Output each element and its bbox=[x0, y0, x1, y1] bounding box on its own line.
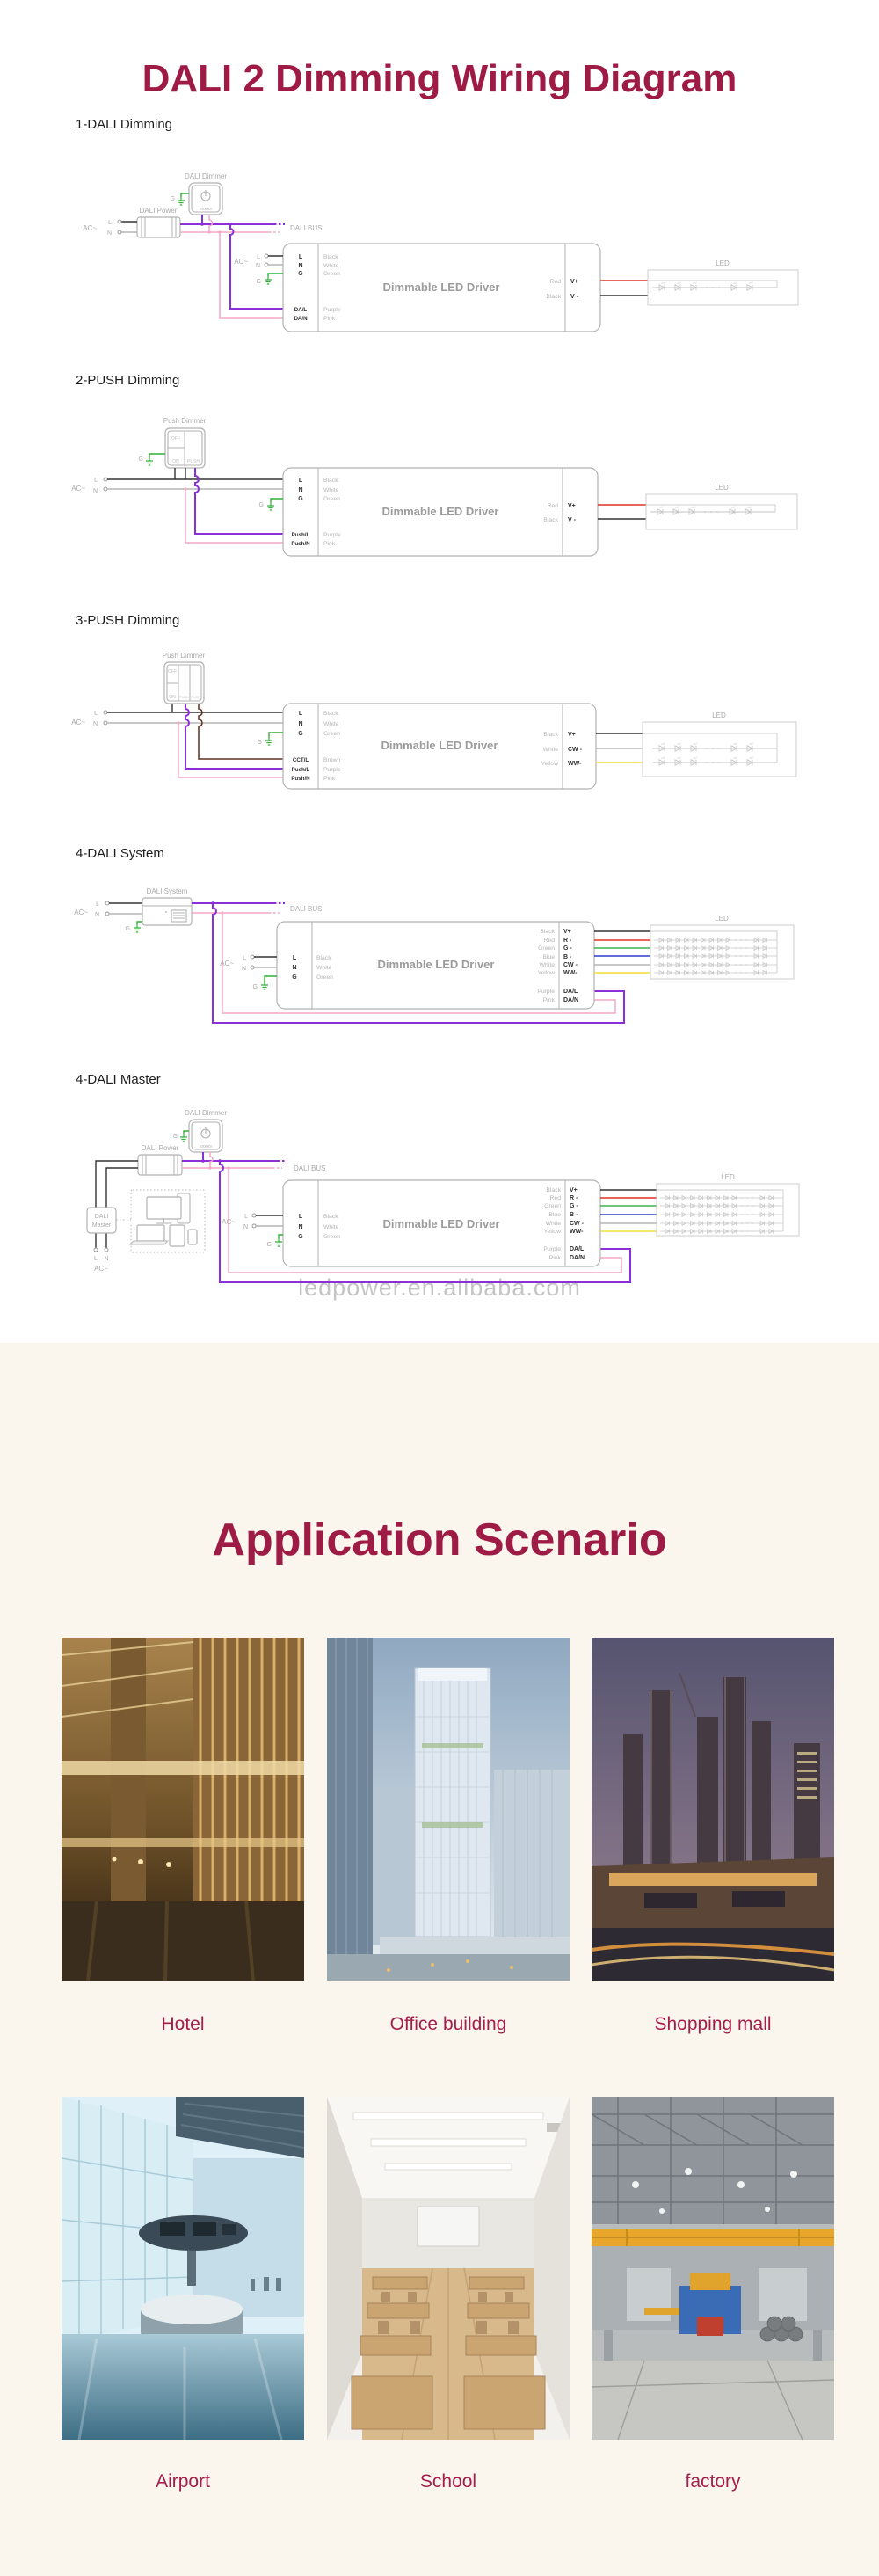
phone-icon bbox=[188, 1230, 197, 1244]
wire-color-label: Green bbox=[323, 496, 340, 502]
terminal-label: V - bbox=[570, 294, 578, 300]
ground-label: G bbox=[172, 1134, 178, 1140]
caption-factory: factory bbox=[685, 2471, 741, 2492]
wire-color-label: Purple bbox=[323, 307, 341, 313]
dali-bus-label: DALI BUS bbox=[294, 1164, 326, 1172]
terminal-label: DA/L bbox=[563, 989, 578, 995]
terminal-label: N bbox=[298, 263, 303, 269]
terminal-label: L bbox=[298, 711, 303, 717]
caption-airport: Airport bbox=[156, 2471, 210, 2492]
ac-label: AC~ bbox=[234, 258, 248, 266]
wire-color-label: White bbox=[539, 962, 555, 968]
dali-system-box bbox=[142, 898, 192, 925]
dali-system-label: DALI System bbox=[146, 887, 188, 895]
application-title: Application Scenario bbox=[212, 1514, 667, 1566]
watermark: ledpower.en.alibaba.com bbox=[298, 1274, 581, 1301]
n-label: N bbox=[92, 488, 98, 494]
diagram-push-dimming-3 bbox=[71, 652, 796, 789]
led-strip bbox=[650, 925, 794, 979]
section-heading-2: 2-PUSH Dimming bbox=[76, 373, 180, 388]
wire-color-label: Red bbox=[543, 938, 555, 944]
dali-power-label: DALI Power bbox=[141, 1144, 179, 1152]
factory-photo bbox=[592, 2097, 834, 2440]
diagram-push-dimming-2 bbox=[71, 417, 797, 556]
n-label: N bbox=[106, 230, 112, 237]
dali-bus-label: DALI BUS bbox=[290, 905, 323, 913]
terminal-label: B - bbox=[570, 1212, 578, 1218]
section-heading-4: 4-DALI System bbox=[76, 846, 164, 861]
terminal-label: CW - bbox=[563, 962, 578, 968]
on-label: ON bbox=[169, 695, 176, 700]
terminal-label: DA/N bbox=[563, 997, 579, 1003]
ac-label: AC~ bbox=[71, 719, 85, 726]
wire-color-label: Black bbox=[323, 254, 338, 260]
n-label: N bbox=[104, 1256, 109, 1262]
terminal-label: B - bbox=[563, 954, 572, 960]
caption-shopping-mall: Shopping mall bbox=[654, 2014, 772, 2034]
n-label: N bbox=[255, 263, 260, 269]
terminal-label: CCT/L bbox=[292, 757, 309, 763]
l-label: L bbox=[243, 955, 246, 961]
terminal-label: DA/N bbox=[570, 1255, 585, 1261]
led-label: LED bbox=[712, 712, 726, 719]
l-label: L bbox=[244, 1214, 248, 1220]
ground-label: G bbox=[258, 502, 264, 508]
wire-color-label: Black bbox=[316, 955, 331, 961]
hotel-photo bbox=[62, 1638, 304, 1981]
wire-color-label: Green bbox=[323, 271, 340, 277]
terminal-label: L bbox=[298, 254, 303, 260]
wire-color-label: Green bbox=[538, 945, 555, 952]
terminal-label: G bbox=[298, 496, 303, 502]
ac-label: AC~ bbox=[222, 1218, 236, 1226]
section-heading-3: 3-PUSH Dimming bbox=[76, 613, 180, 628]
dimmer-display: ‹oooo› bbox=[199, 1144, 213, 1149]
office-building-photo bbox=[327, 1638, 570, 1981]
terminal-label: G bbox=[298, 1234, 303, 1240]
terminal-label: V+ bbox=[570, 279, 578, 285]
driver-title: Dimmable LED Driver bbox=[381, 739, 498, 752]
terminal-label: Push/L bbox=[291, 532, 310, 538]
terminal-label: DA/N bbox=[294, 316, 308, 322]
driver-title: Dimmable LED Driver bbox=[381, 505, 499, 518]
wire-color-label: Black bbox=[546, 1187, 561, 1193]
push-label: PUSH bbox=[178, 695, 190, 699]
caption-office-building: Office building bbox=[389, 2014, 507, 2034]
wire-color-label: Pink bbox=[323, 541, 336, 547]
section-heading-5: 4-DALI Master bbox=[76, 1072, 161, 1087]
wire-color-label: Red bbox=[549, 1195, 561, 1201]
wire-color-label: Pink bbox=[323, 316, 336, 322]
ground-label: G bbox=[256, 279, 261, 285]
led-label: LED bbox=[721, 1173, 735, 1181]
monitor-icon bbox=[147, 1197, 181, 1219]
dali-master-label: DALI bbox=[94, 1214, 109, 1220]
terminal-label: DA/L bbox=[294, 307, 308, 313]
off-label: OFF bbox=[168, 669, 177, 675]
wire-color-label: Black bbox=[546, 294, 561, 300]
terminal-label: WW- bbox=[570, 1229, 584, 1235]
terminal-label: R - bbox=[563, 938, 572, 944]
dali-power-box bbox=[138, 1155, 182, 1175]
wire-color-label: White bbox=[323, 263, 339, 269]
wire-color-label: Black bbox=[540, 929, 555, 935]
on-label: ON bbox=[172, 459, 179, 464]
off-label: OFF bbox=[171, 436, 180, 441]
terminal-label: V+ bbox=[568, 732, 576, 738]
terminal-label: WW- bbox=[563, 970, 578, 976]
led-label: LED bbox=[715, 915, 729, 923]
caption-school: School bbox=[419, 2471, 477, 2492]
wire-color-label: Brown bbox=[323, 757, 341, 763]
wire-color-label: White bbox=[323, 487, 339, 493]
push-dimmer-label: Push Dimmer bbox=[162, 652, 206, 660]
ground-label: G bbox=[125, 926, 130, 932]
l-label: L bbox=[94, 478, 98, 484]
terminal-label: WW- bbox=[568, 761, 582, 767]
dimmer-display: ‹oooo› bbox=[199, 207, 213, 212]
terminal-label: Push/L bbox=[291, 767, 310, 773]
terminal-label: V+ bbox=[568, 503, 576, 509]
terminal-label: G - bbox=[570, 1203, 578, 1209]
page-title: DALI 2 Dimming Wiring Diagram bbox=[142, 57, 737, 101]
airport-photo bbox=[62, 2097, 304, 2440]
ac-label: AC~ bbox=[94, 1265, 108, 1273]
led-strip bbox=[657, 1184, 799, 1236]
ground-label: G bbox=[138, 456, 143, 463]
n-label: N bbox=[92, 721, 98, 727]
wire-color-label: Pink bbox=[542, 997, 555, 1003]
terminal-label: R - bbox=[570, 1195, 578, 1201]
dali-master-label: Master bbox=[91, 1222, 112, 1229]
wire-color-label: Blue bbox=[542, 954, 555, 960]
wire-color-label: White bbox=[316, 965, 332, 971]
push-label: PUSH bbox=[187, 459, 200, 464]
dali-dimmer-label: DALI Dimmer bbox=[184, 1109, 228, 1117]
wire-color-label: Green bbox=[544, 1203, 561, 1209]
wire-color-label: Purple bbox=[537, 989, 555, 995]
wire-color-label: White bbox=[545, 1221, 561, 1227]
wire-color-label: Yellow bbox=[541, 761, 558, 767]
terminal-label: G bbox=[298, 731, 303, 737]
ac-label: AC~ bbox=[71, 485, 85, 493]
driver-title: Dimmable LED Driver bbox=[382, 281, 500, 294]
push-dimmer-label: Push Dimmer bbox=[163, 417, 207, 425]
wire-color-label: Red bbox=[549, 279, 561, 285]
terminal-label: V+ bbox=[563, 929, 571, 935]
diagram-dali-master bbox=[87, 1109, 799, 1282]
terminal-label: N bbox=[298, 721, 303, 727]
diagram-dali-dimming bbox=[83, 172, 798, 332]
terminal-label: DA/L bbox=[570, 1246, 585, 1252]
tablet-icon bbox=[170, 1225, 185, 1246]
terminal-label: Push/N bbox=[291, 541, 310, 547]
wire-color-label: White bbox=[542, 747, 558, 753]
led-label: LED bbox=[715, 484, 729, 492]
wire-color-label: Green bbox=[323, 731, 340, 737]
wire-color-label: Purple bbox=[323, 532, 341, 538]
terminal-label: L bbox=[298, 478, 303, 484]
wire-color-label: Yellow bbox=[537, 970, 555, 976]
wire-color-label: Black bbox=[543, 517, 558, 523]
l-label: L bbox=[257, 254, 260, 260]
terminal-label: CW - bbox=[570, 1221, 584, 1227]
terminal-label: N bbox=[298, 1224, 303, 1230]
laptop-icon bbox=[137, 1225, 164, 1241]
terminal-label: L bbox=[292, 955, 297, 961]
wire-color-label: Black bbox=[323, 711, 338, 717]
wire-color-label: Pink bbox=[323, 776, 336, 782]
wire-color-label: Pink bbox=[548, 1255, 561, 1261]
n-label: N bbox=[94, 912, 99, 918]
dali-master-box bbox=[87, 1208, 116, 1233]
dali-dimmer-label: DALI Dimmer bbox=[184, 172, 228, 180]
ground-label: G bbox=[252, 984, 258, 990]
wire-color-label: Blue bbox=[548, 1212, 561, 1218]
wire-color-label: White bbox=[323, 1224, 339, 1230]
wire-color-label: Green bbox=[316, 974, 333, 981]
shopping-mall-photo bbox=[592, 1638, 834, 1981]
l-label: L bbox=[96, 901, 99, 908]
ground-label: G bbox=[257, 740, 262, 746]
terminal-label: G bbox=[292, 974, 297, 981]
dali-bus-label: DALI BUS bbox=[290, 224, 323, 232]
driver-title: Dimmable LED Driver bbox=[377, 958, 495, 971]
wire-color-label: Black bbox=[323, 1214, 338, 1220]
dali-power-box bbox=[137, 217, 180, 237]
push-label: PUSH bbox=[190, 695, 201, 699]
terminal-label: N bbox=[292, 965, 297, 971]
l-label: L bbox=[108, 220, 112, 226]
dali-power-label: DALI Power bbox=[139, 207, 178, 215]
ground-label: G bbox=[266, 1242, 272, 1248]
wire-color-label: Purple bbox=[543, 1246, 561, 1252]
led-label: LED bbox=[716, 259, 730, 267]
wire-color-label: White bbox=[323, 721, 339, 727]
wire-color-label: Red bbox=[547, 503, 558, 509]
terminal-label: L bbox=[298, 1214, 303, 1220]
wire-color-label: Purple bbox=[323, 767, 341, 773]
terminal-label: CW - bbox=[568, 747, 582, 753]
l-label: L bbox=[94, 1256, 98, 1262]
terminal-label: N bbox=[298, 487, 303, 493]
l-label: L bbox=[94, 711, 98, 717]
wire-color-label: Black bbox=[543, 732, 558, 738]
terminal-label: G bbox=[298, 271, 303, 277]
wire-color-label: Yellow bbox=[543, 1229, 561, 1235]
ground-label: G bbox=[170, 196, 175, 202]
wire-color-label: Green bbox=[323, 1234, 340, 1240]
led-strip bbox=[643, 722, 796, 777]
wire-color-label: Black bbox=[323, 478, 338, 484]
control-devices bbox=[130, 1190, 205, 1252]
terminal-label: V - bbox=[568, 517, 576, 523]
ac-label: AC~ bbox=[220, 960, 234, 967]
caption-hotel: Hotel bbox=[161, 2014, 205, 2034]
school-photo bbox=[327, 2097, 570, 2440]
section-heading-1: 1-DALI Dimming bbox=[76, 117, 173, 132]
terminal-label: G - bbox=[563, 945, 572, 952]
ac-label: AC~ bbox=[83, 224, 97, 232]
terminal-label: Push/N bbox=[291, 776, 310, 782]
diagram-dali-system bbox=[74, 887, 794, 1023]
n-label: N bbox=[243, 1224, 248, 1230]
terminal-label: V+ bbox=[570, 1187, 578, 1193]
ac-label: AC~ bbox=[74, 909, 88, 916]
driver-title: Dimmable LED Driver bbox=[382, 1217, 500, 1230]
n-label: N bbox=[241, 966, 246, 972]
